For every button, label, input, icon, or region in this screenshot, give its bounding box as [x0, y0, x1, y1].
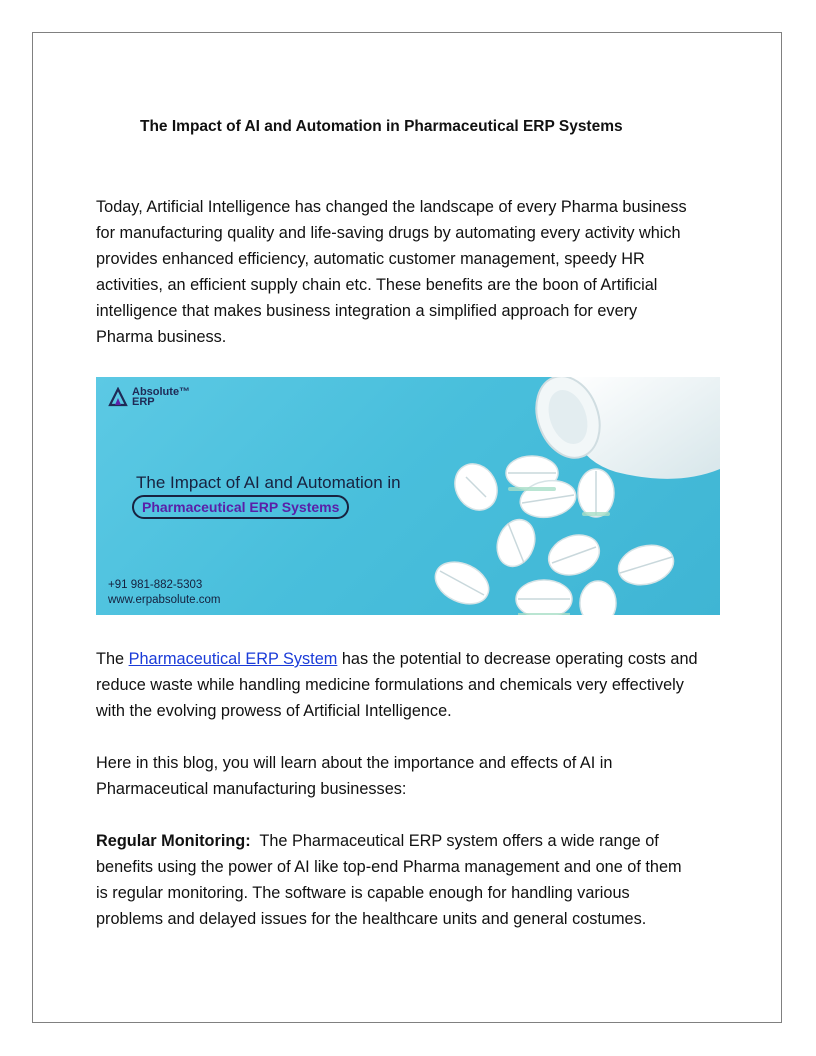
intro-line: activities, an efficient supply chain etc. These benefits are the boon of Artificial — [96, 276, 658, 294]
paragraph-text: The Pharmaceutical ERP system offers a wide range of — [250, 832, 659, 850]
erp-system-paragraph — [96, 646, 726, 724]
intro-line: intelligence that makes business integration a simplified approach for every — [96, 302, 638, 320]
intro-line: Pharma business. — [96, 328, 227, 346]
paragraph-line: Here in this blog, you will learn about the importance and effects of AI in — [96, 754, 613, 772]
brand-logo — [108, 387, 190, 407]
banner-phone: +91 981-882-5303 — [108, 579, 203, 591]
paragraph-line: benefits using the power of AI like top-end Pharma management and one of them — [96, 858, 682, 876]
intro-paragraph — [96, 194, 726, 350]
banner-image — [96, 377, 720, 615]
paragraph-line — [96, 646, 726, 672]
intro-line: for manufacturing quality and life-saving drugs by automating every activity which — [96, 224, 681, 242]
paragraph-line: with the evolving prowess of Artificial Intelligence. — [96, 702, 452, 720]
paragraph-line: Pharmaceutical manufacturing businesses: — [96, 780, 407, 798]
brand-text — [132, 387, 190, 407]
banner-website: www.erpabsolute.com — [108, 594, 221, 606]
regular-monitoring-label: Regular Monitoring: — [96, 832, 251, 850]
paragraph-line — [96, 828, 726, 854]
paragraph-line: problems and delayed issues for the healthcare units and general costumes. — [96, 910, 647, 928]
paragraph-text: has the potential to decrease operating costs and — [337, 650, 698, 668]
banner-subheading: Pharmaceutical ERP Systems — [132, 495, 349, 519]
banner-heading: The Impact of AI and Automation in — [136, 473, 401, 492]
blog-intro-paragraph — [96, 750, 726, 802]
regular-monitoring-paragraph — [96, 828, 726, 932]
paragraph-prefix: The — [96, 650, 129, 668]
intro-line: Today, Artificial Intelligence has changed the landscape of every Pharma business — [96, 198, 687, 216]
paragraph-line: reduce waste while handling medicine formulations and chemicals very effectively — [96, 676, 684, 694]
logo-triangle-icon — [108, 387, 128, 407]
brand-name: Absolute™ — [132, 386, 191, 398]
paragraph-line: is regular monitoring. The software is capable enough for handling various — [96, 884, 630, 902]
pharmaceutical-erp-system-link[interactable]: Pharmaceutical ERP System — [128, 650, 338, 668]
brand-sub: ERP — [132, 396, 155, 408]
intro-line: provides enhanced efficiency, automatic customer management, speedy HR — [96, 250, 645, 268]
document-title: The Impact of AI and Automation in Pharmaceutical ERP Systems — [140, 118, 623, 135]
banner-contact — [108, 578, 221, 608]
